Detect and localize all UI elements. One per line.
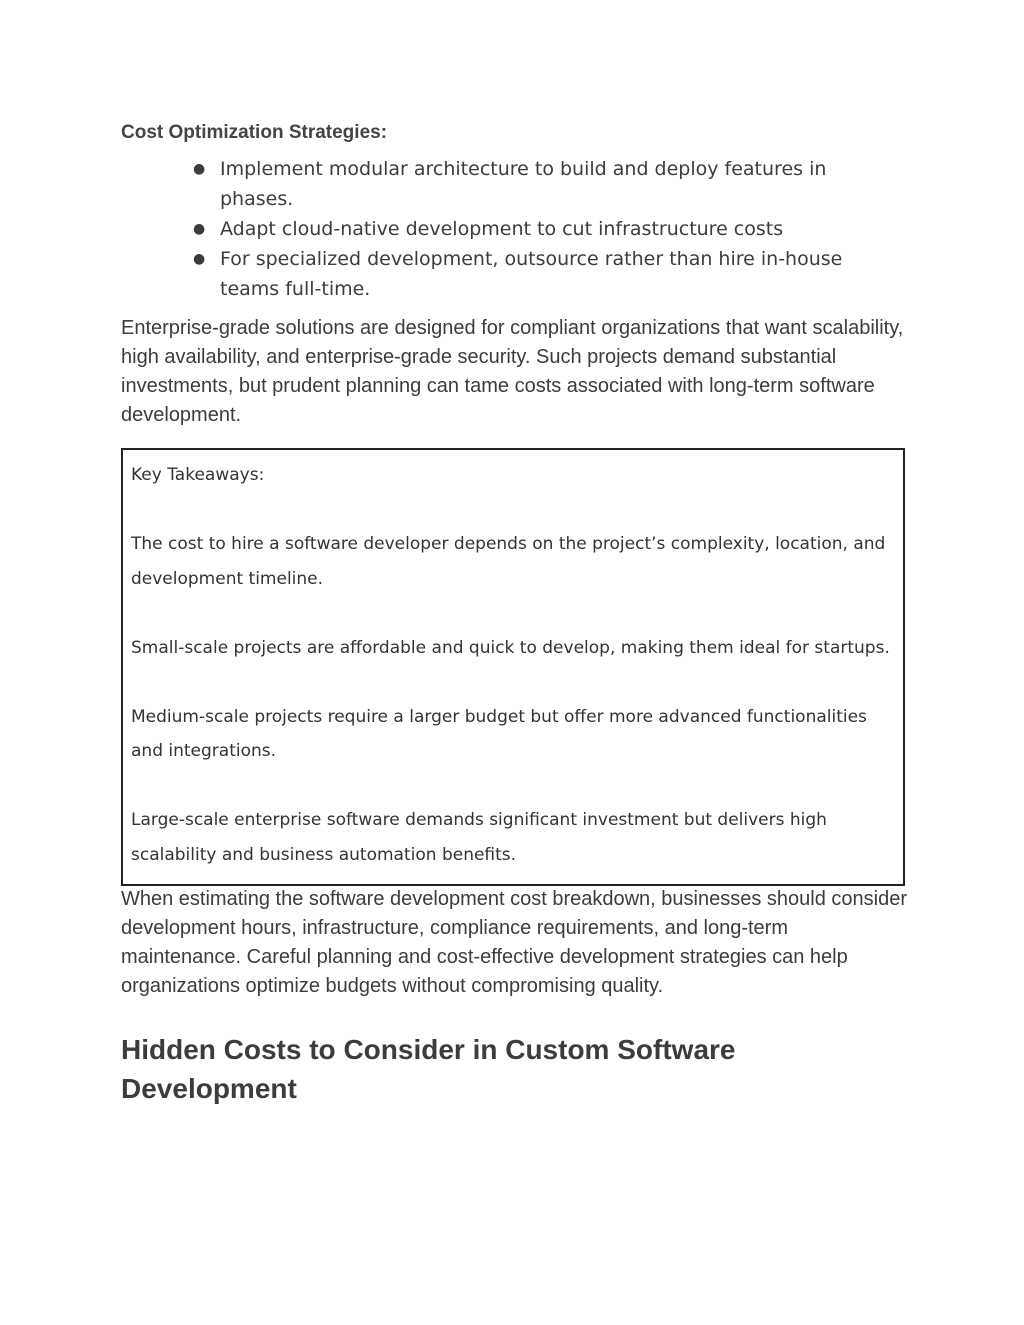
- bullet-icon: ●: [193, 221, 206, 237]
- takeaway-item: Large-scale enterprise software demands significant investment but delivers high scalability and business automation benefits.: [131, 810, 827, 865]
- spacer: [131, 596, 895, 631]
- takeaways-title: Key Takeaways:: [131, 465, 265, 485]
- closing-paragraph: When estimating the software development cost breakdown, businesses should consider development hours, infrastructure, compliance requirements, and long-term maintenance. Careful planning and cost-effective development strategies can help organizations optimize budgets without compromising quality.: [121, 888, 907, 997]
- takeaway-item: Small-scale projects are affordable and quick to develop, making them ideal for startups.: [131, 637, 890, 658]
- list-item-text: Adapt cloud-native development to cut infrastructure costs: [220, 218, 784, 240]
- section-label: Cost Optimization Strategies:: [121, 122, 388, 143]
- list-item: [121, 244, 860, 304]
- intro-paragraph: Enterprise-grade solutions are designed for compliant organizations that want scalability, high availability, and enterprise-grade security. Such projects demand substantial investments, but prudent planning can tame costs associated with long-term software development.: [121, 317, 904, 426]
- takeaway-item: The cost to hire a software developer depends on the project’s complexity, location, and development timeline.: [131, 534, 886, 589]
- strategy-list: [121, 154, 905, 304]
- list-item: [121, 154, 860, 214]
- section-heading: Hidden Costs to Consider in Custom Software Development: [121, 1034, 736, 1104]
- list-item: [121, 214, 860, 244]
- bullet-icon: ●: [193, 251, 206, 267]
- spacer: [131, 769, 895, 804]
- takeaway-item: Medium-scale projects require a larger budget but offer more advanced functionalities and integrations.: [131, 706, 867, 761]
- list-item-text: For specialized development, outsource rather than hire in-house teams full-time.: [220, 248, 843, 300]
- key-takeaways-box: [121, 448, 905, 886]
- spacer: [131, 493, 895, 528]
- bullet-icon: ●: [193, 161, 206, 177]
- spacer: [131, 665, 895, 700]
- list-item-text: Implement modular architecture to build and deploy features in phases.: [220, 158, 827, 210]
